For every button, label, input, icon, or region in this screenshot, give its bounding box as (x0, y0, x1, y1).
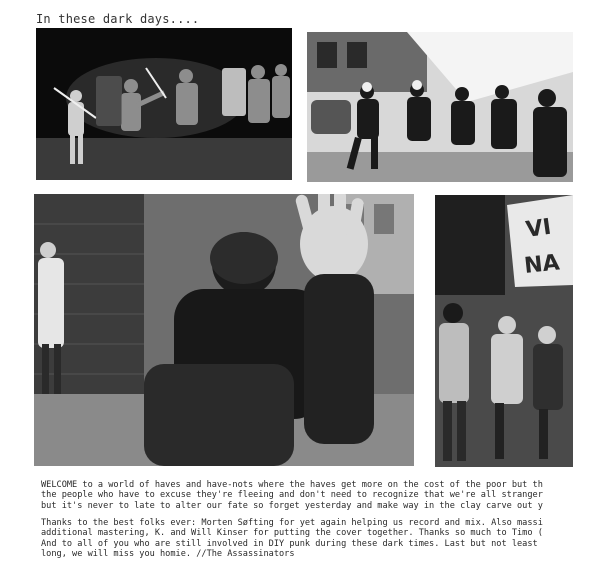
welcome-paragraph (41, 480, 600, 511)
photo-street-clash-day (307, 32, 573, 182)
thanks-line: additional mastering, K. and Will Kinser for putting the cover together. Thanks so much to Timo ( (41, 528, 543, 539)
banner-text-1: VI (524, 214, 553, 243)
welcome-line: but it's never to late to alter our fate so forget yesterday and make way in the clay carve out y (41, 500, 543, 511)
welcome-line: WELCOME to a world of haves and have-nots where the haves get more on the cost of the poor but th (41, 480, 543, 490)
thanks-line: long, we will miss you homie. //The Assassinators (41, 549, 295, 560)
thanks-paragraph (41, 518, 600, 560)
photo-riot-police-night (36, 28, 292, 180)
page-heading: In these dark days.... (36, 12, 200, 26)
thanks-line: Thanks to the best folks ever: Morten Søfting for yet again helping us record and mix. Also massi (41, 518, 543, 528)
welcome-line: the people who have to excuse they're fleeing and don't need to recognize that we're all stranger (41, 490, 543, 501)
thanks-line: And to all of you who are still involved in DIY punk during these dark times. Last but not least (41, 538, 538, 549)
banner-text-2: NA (523, 250, 561, 279)
photo-officer-raised-hand (34, 194, 414, 466)
photo-crowd-banner (435, 195, 573, 467)
